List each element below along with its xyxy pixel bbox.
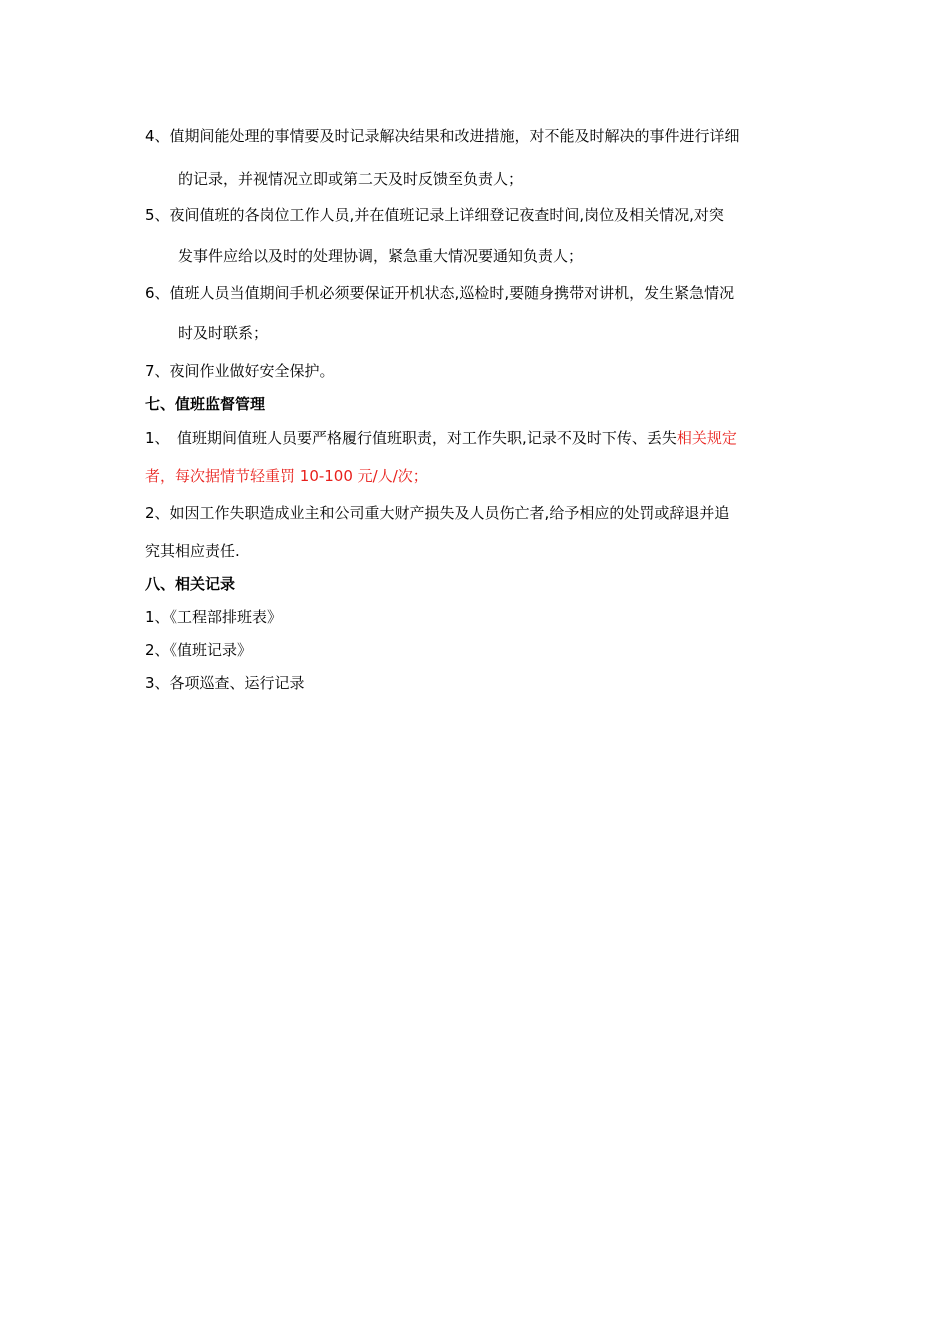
record-item-1: 1、《工程部排班表》 [145, 608, 283, 626]
list-item-text: 1、 值班期间值班人员要严格履行值班职责，对工作失职,记录不及时下传、丢失 [145, 429, 677, 447]
highlighted-text-continuation: 者，每次据情节轻重罚 10-100 元/人/次； [145, 467, 428, 485]
list-item-line: 2、如因工作失职造成业主和公司重大财产损失及人员伤亡者,给予相应的处罚或辞退并追 [145, 504, 730, 522]
list-item-line [145, 428, 810, 448]
list-item-continuation: 时及时联系； [178, 324, 269, 342]
document-page [145, 120, 810, 693]
list-item-continuation: 的记录，并视情况立即或第二天及时反馈至负责人； [178, 170, 524, 188]
record-item-2: 2、《值班记录》 [145, 641, 253, 659]
section7-item-1 [145, 428, 810, 486]
highlighted-text: 相关规定 [676, 429, 737, 447]
list-item-7 [145, 361, 810, 381]
list-item-continuation: 究其相应责任. [145, 542, 240, 560]
list-item-4 [145, 126, 810, 189]
section-heading-7: 七、值班监督管理 [145, 395, 266, 413]
list-item-5 [145, 205, 810, 266]
section-heading-8: 八、相关记录 [145, 575, 236, 593]
record-item-3: 3、各项巡查、运行记录 [145, 674, 305, 692]
list-item-line: 4、值期间能处理的事情要及时记录解决结果和改进措施，对不能及时解决的事件进行详细 [145, 127, 740, 145]
list-item-6 [145, 283, 810, 343]
list-item-line: 7、夜间作业做好安全保护。 [145, 362, 335, 380]
section7-item-2 [145, 503, 810, 561]
list-item-line: 6、值班人员当值期间手机必须要保证开机状态,巡检时,要随身携带对讲机，发生紧急情况 [145, 284, 735, 302]
list-item-line: 5、夜间值班的各岗位工作人员,并在值班记录上详细登记夜查时间,岗位及相关情况,对突 [145, 206, 724, 224]
list-item-continuation: 发事件应给以及时的处理协调，紧急重大情况要通知负责人； [178, 247, 584, 265]
